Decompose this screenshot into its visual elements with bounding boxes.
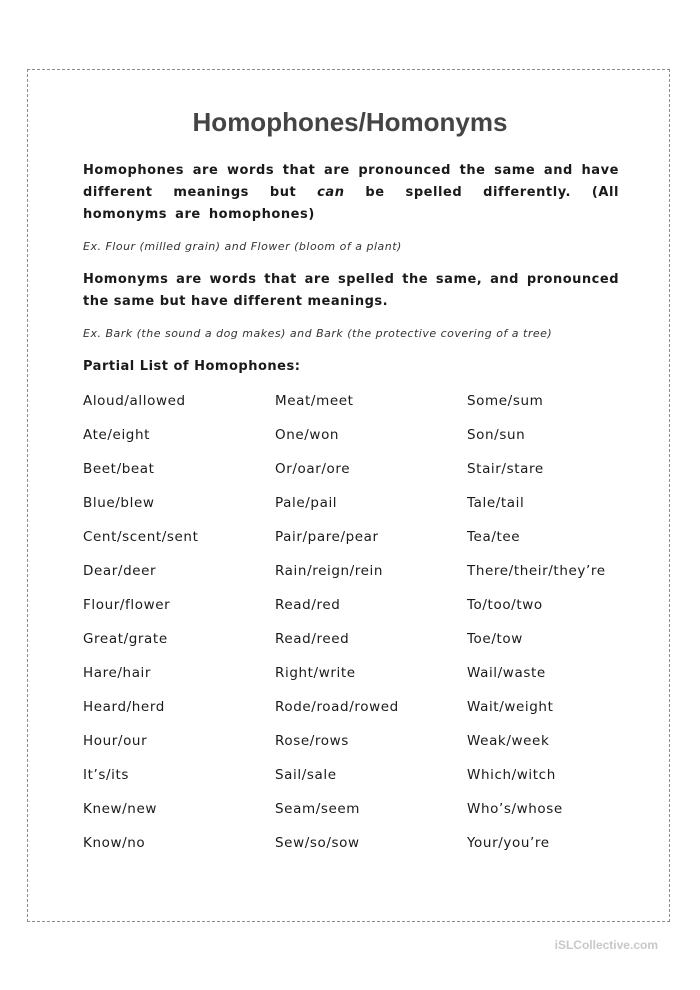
homophone-item: Flour/flower	[83, 597, 171, 613]
homophone-item: Beet/beat	[83, 461, 155, 477]
homophone-item: Some/sum	[467, 393, 544, 409]
homophone-column-3	[467, 392, 606, 868]
homophone-item: Read/red	[275, 597, 341, 613]
homophone-column-1	[83, 392, 198, 868]
homophone-item: Tale/tail	[467, 495, 525, 511]
homophone-item: Or/oar/ore	[275, 461, 351, 477]
homophone-item: Toe/tow	[467, 631, 523, 647]
homophone-item: Meat/meet	[275, 393, 354, 409]
homonyms-definition: Homonyms are words that are spelled the same, and pronounced the same but have different meanings.	[83, 272, 619, 309]
homophone-item: Blue/blew	[83, 495, 155, 511]
homophone-item: One/won	[275, 427, 340, 443]
homophones-definition-end: be spelled differently. (All homonyms are homophones)	[83, 185, 620, 222]
homophone-item: Weak/week	[467, 733, 550, 749]
homophones-definition-emphasis: can	[317, 185, 345, 200]
homophone-item: Ate/eight	[83, 427, 151, 443]
page-title: Homophones/Homonyms	[192, 107, 508, 137]
homophone-column-2	[275, 392, 399, 868]
homophone-item: Your/you’re	[467, 835, 550, 851]
homophone-item: Rode/road/rowed	[275, 699, 399, 715]
homophone-item: Aloud/allowed	[83, 393, 186, 409]
homophone-item: Dear/deer	[83, 563, 157, 579]
homophone-item: Rain/reign/rein	[275, 563, 384, 579]
homophone-item: It’s/its	[83, 767, 130, 783]
list-heading: Partial List of Homophones:	[83, 359, 301, 374]
homophone-item: Cent/scent/sent	[83, 529, 199, 545]
homophone-item: Hour/our	[83, 733, 148, 749]
homophone-item: Wait/weight	[467, 699, 554, 715]
homophone-item: Pale/pail	[275, 495, 338, 511]
homophone-item: Sail/sale	[275, 767, 337, 783]
homophones-example: Ex. Flour (milled grain) and Flower (bloom of a plant)	[83, 240, 402, 253]
homonyms-example: Ex. Bark (the sound a dog makes) and Bark (the protective covering of a tree)	[83, 327, 553, 340]
homophone-item: Knew/new	[83, 801, 158, 817]
homophone-item: Know/no	[83, 835, 146, 851]
homophone-item: Hare/hair	[83, 665, 152, 681]
homophone-item: Tea/tee	[467, 529, 521, 545]
homophone-item: Which/witch	[467, 767, 556, 783]
homophone-item: Stair/stare	[467, 461, 544, 477]
homophones-definition-start: Homophones are words that are pronounced the same and have different meanings but	[83, 163, 619, 200]
homophone-item: Right/write	[275, 665, 356, 681]
homophones-definition	[83, 160, 619, 226]
watermark: iSLCollective.com	[554, 938, 658, 952]
homophone-item: Who’s/whose	[467, 801, 563, 817]
homophone-item: Rose/rows	[275, 733, 349, 749]
homophone-item: Pair/pare/pear	[275, 529, 379, 545]
homophone-item: Great/grate	[83, 631, 168, 647]
homophone-item: To/too/two	[467, 597, 543, 613]
homophone-item: Read/reed	[275, 631, 350, 647]
homophone-item: Sew/so/sow	[275, 835, 360, 851]
homophone-item: There/their/they’re	[467, 563, 606, 579]
homophone-item: Heard/herd	[83, 699, 165, 715]
homophone-item: Son/sun	[467, 427, 526, 443]
homophone-item: Wail/waste	[467, 665, 546, 681]
homophone-item: Seam/seem	[275, 801, 361, 817]
